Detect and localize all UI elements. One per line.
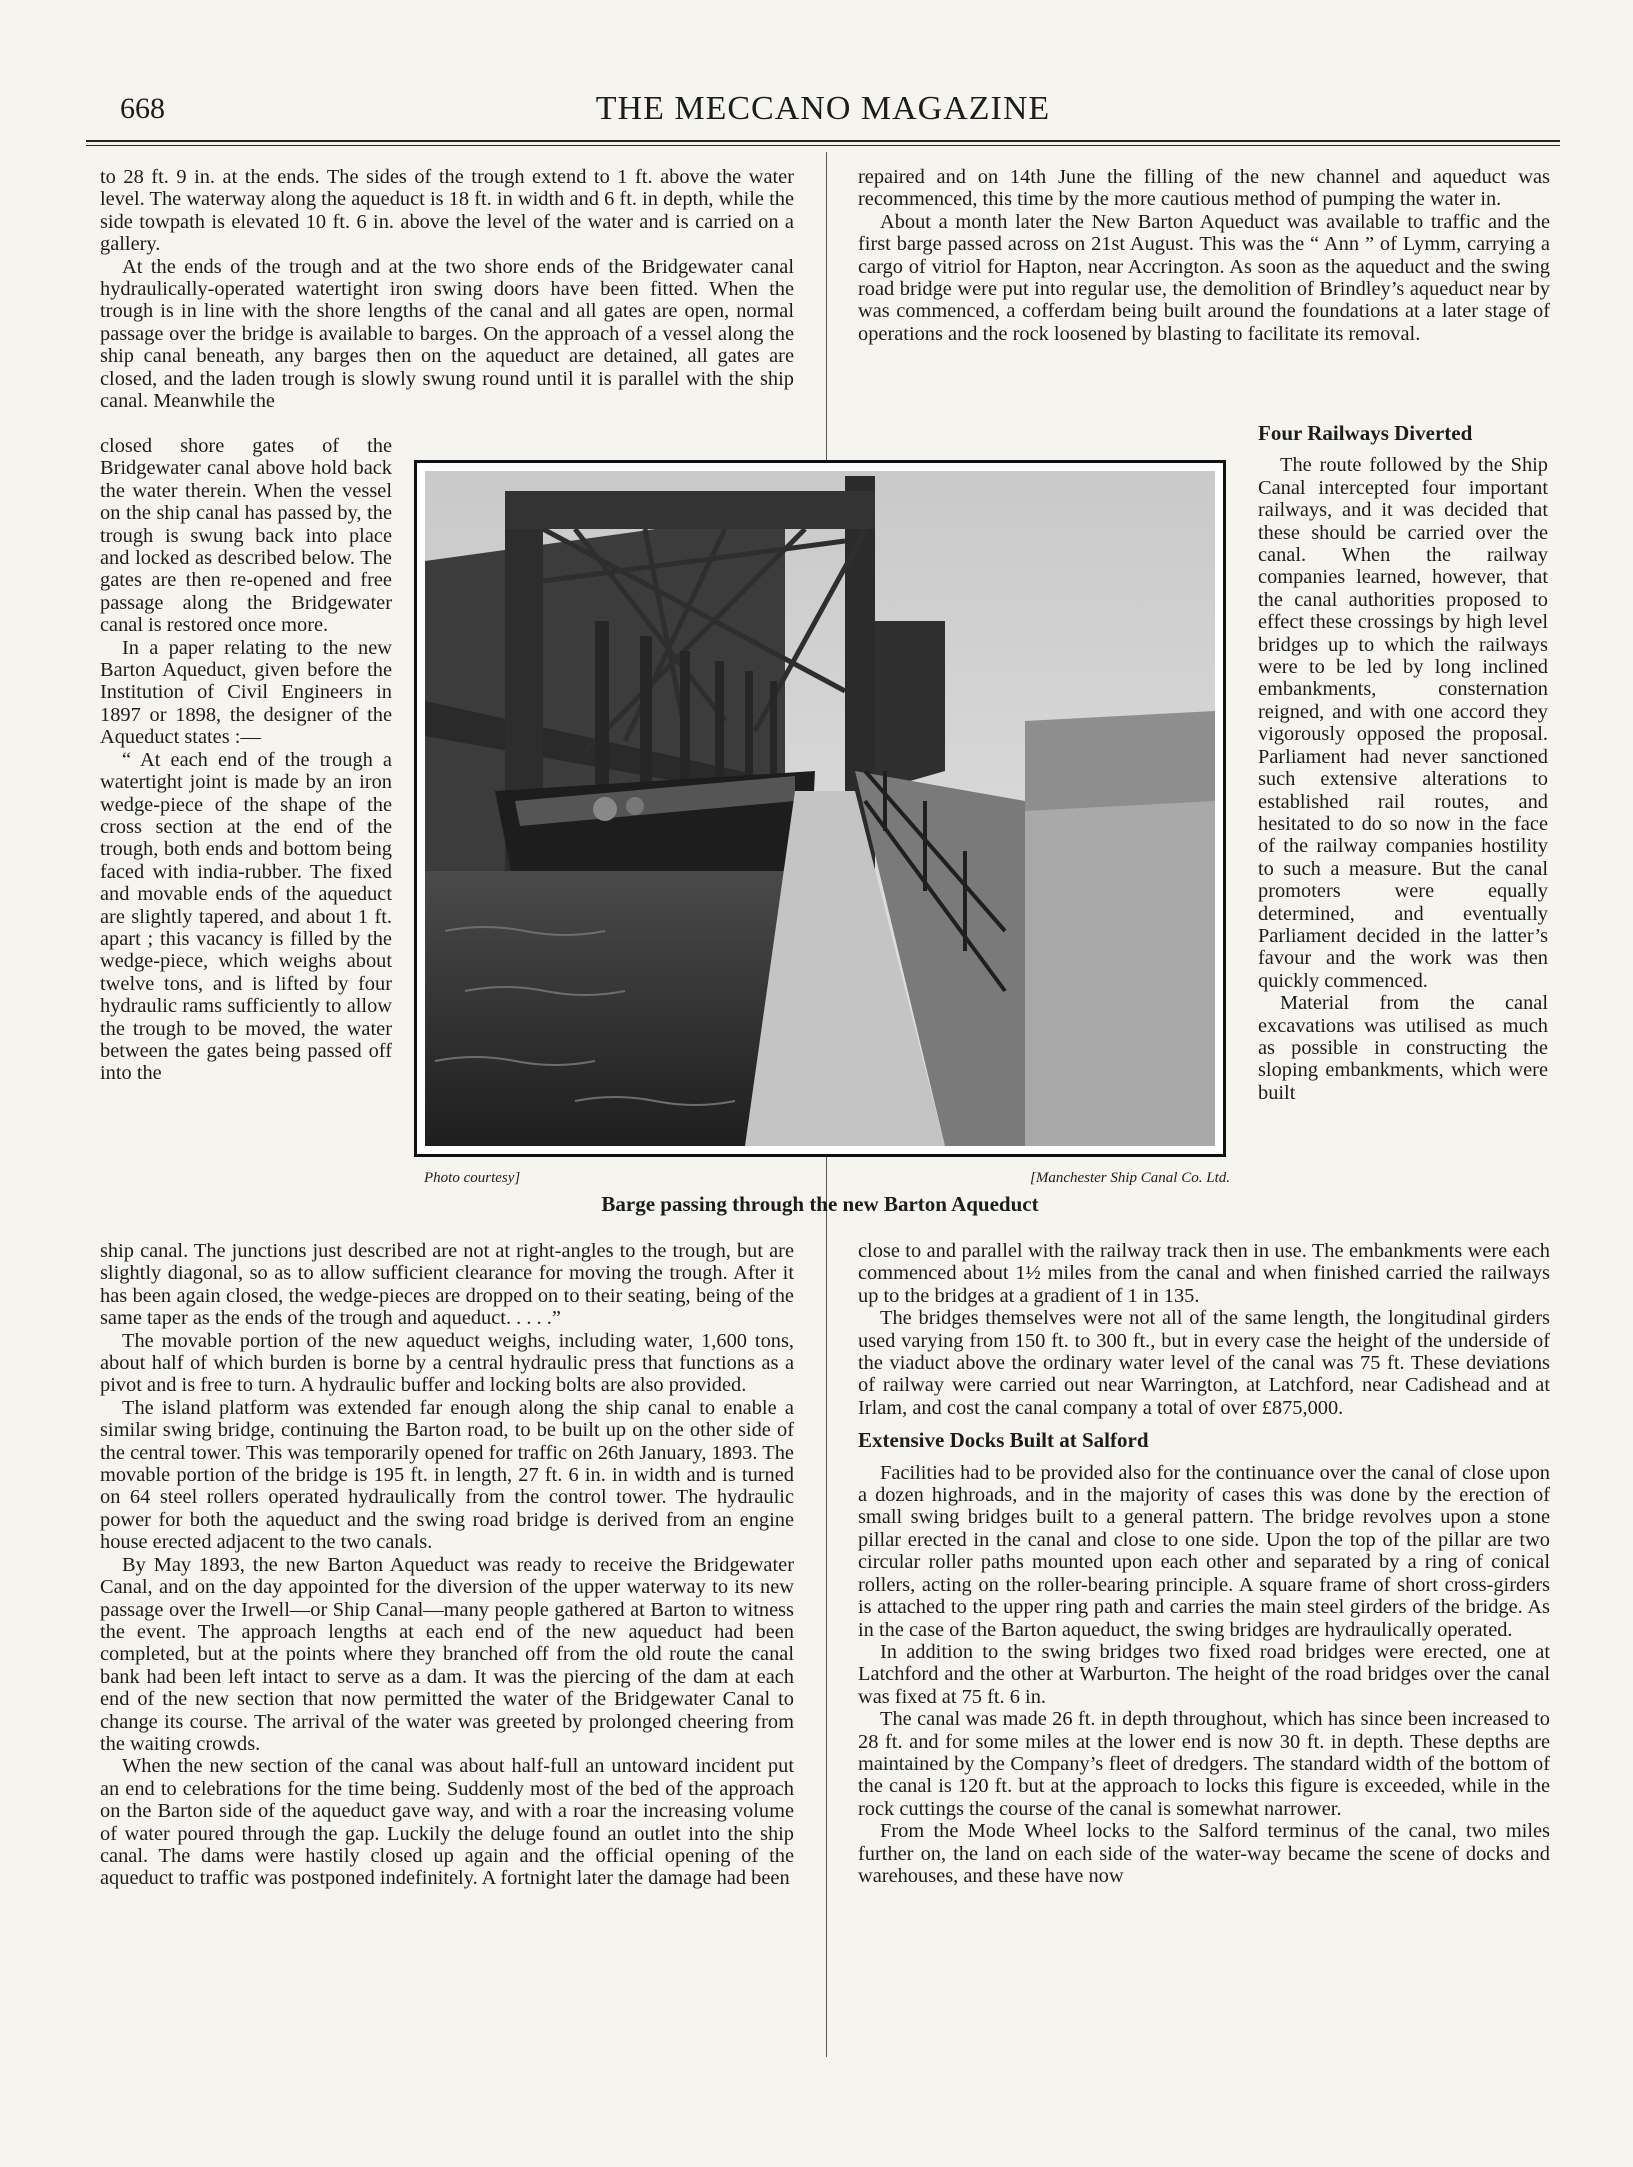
section-heading: Extensive Docks Built at Salford <box>858 1428 1149 1453</box>
paragraph: closed shore gates of the Bridgewater canal above hold back the water therein. When the vessel on the ship canal has passed by, the trough is swung back into place and locked as described below. The gates are then re-opened and free passage along the Bridgewater canal is restored once more. <box>100 435 392 637</box>
paragraph: Facilities had to be provided also for the continuance over the canal of close upon a dozen highroads, and in the majority of cases this was done by the erection of small swing bridges built to a general pattern. The bridge revolves upon a stone pillar erected in the canal and close to one side. Upon the top of the pillar are two circular roller paths mounted upon each other and separated by a ring of conical rollers, acting on the roller-bearing principle. A square frame of short cross-girders is attached to the upper ring path and carries the main steel girders of the bridge. As in the case of the Barton aqueduct, the swing bridges are hydraulically operated. <box>858 1461 1550 1641</box>
paragraph: The canal was made 26 ft. in depth throughout, which has since been increased to 28 ft. and for some miles at the lower end is now 30 ft. in depth. These depths are maintained by the Company’s fleet of dredgers. The standard width of the bottom of the canal is 120 ft. but at the approach to locks this figure is exceeded, while in the rock cuttings the course of the canal is somewhat narrower. <box>858 1708 1550 1820</box>
page-number: 668 <box>120 92 165 125</box>
right-column-narrow <box>1258 418 1548 1104</box>
paragraph: ship canal. The junctions just described are not at right-angles to the trough, but are slightly diagonal, so as to allow sufficient clearance for moving the trough. After it has been again closed, the wedge-pieces are dropped on to their seating, being of the same taper as the ends of the trough and aqueduct. . . . .” <box>100 1240 794 1330</box>
paragraph: repaired and on 14th June the filling of the new channel and aqueduct was recommenced, this time by the more cautious method of pumping the water in. <box>858 166 1550 211</box>
paragraph: When the new section of the canal was about half-full an untoward incident put an end to celebrations for the time being. Suddenly most of the bed of the approach on the Barton side of the aqueduct gave way, and with a roar the increasing volume of water poured through the gap. Luckily the deluge found an outlet into the ship canal. The dams were hastily closed up again and the official opening of the aqueduct to traffic was postponed indefinitely. A fortnight later the damage had been <box>100 1755 794 1890</box>
paragraph: In addition to the swing bridges two fixed road bridges were erected, one at Latchford and the other at Warburton. The height of the road bridges over the canal was fixed at 75 ft. 6 in. <box>858 1640 1550 1708</box>
paragraph: The island platform was extended far enough along the ship canal to enable a similar swing bridge, continuing the Barton road, to be built up on the other side of the central tower. This was temporarily opened for traffic on 26th January, 1893. The movable portion of the bridge is 195 ft. in length, 27 ft. 6 in. in width and is turned on 64 steel rollers operated hydraulically from the control tower. The hydraulic power for both the aqueduct and the swing road bridge is derived from an engine house erected adjacent to the two canals. <box>100 1396 794 1554</box>
photo-image <box>425 471 1215 1146</box>
left-column-bottom <box>100 1240 794 1890</box>
photo-credit-left: Photo courtesy] <box>424 1170 521 1186</box>
photo-credit-right: [Manchester Ship Canal Co. Ltd. <box>1029 1170 1230 1186</box>
paragraph: By May 1893, the new Barton Aqueduct was ready to receive the Bridgewater Canal, and on the day appointed for the diversion of the upper waterway to its new passage over the Irwell—or Ship Canal—many people gathered at Barton to witness the event. The approach lengths at each end of the new aqueduct had been completed, but at the points where they branched off from the old route the canal bank had been left intact to serve as a dam. It was the piercing of the dam at each end of the new section that now permitted the water of the Bridgewater Canal to change its course. The arrival of the water was greeted by prolonged cheering from the waiting crowds. <box>100 1553 794 1755</box>
paragraph: At the ends of the trough and at the two shore ends of the Bridgewater canal hydraulically-operated watertight iron swing doors have been fitted. When the trough is in line with the shore lengths of the canal and all gates are open, normal passage over the bridge is available to barges. On the approach of a vessel along the ship canal beneath, any barges then on the aqueduct are detained, all gates are closed, and the laden trough is slowly swung round until it is parallel with the ship canal. Meanwhile the <box>100 255 794 413</box>
photo-caption: Barge passing through the new Barton Aqueduct <box>601 1192 1039 1216</box>
right-column-bottom <box>858 1240 1550 1887</box>
paragraph: “ At each end of the trough a watertight joint is made by an iron wedge-piece of the shape of the cross section at the end of the trough, both ends and bottom being faced with india-rubber. The fixed and movable ends of the aqueduct are slightly tapered, and about 1 ft. apart ; this vacancy is filled by the wedge-piece, which weighs about twelve tons, and is lifted by four hydraulic rams sufficiently to allow the trough to be moved, the water between the gates being passed off into the <box>100 748 392 1085</box>
paragraph: About a month later the New Barton Aqueduct was available to traffic and the first barge passed across on 21st August. This was the “ Ann ” of Lymm, carrying a cargo of vitriol for Hapton, near Accrington. As soon as the aqueduct and the swing road bridge were put into regular use, the demolition of Brindley’s aqueduct near by was commenced, a cofferdam being built around the foundations at a later stage of operations and the rock loosened by blasting to facilitate its removal. <box>858 210 1550 345</box>
left-column-top <box>100 166 794 412</box>
paragraph: to 28 ft. 9 in. at the ends. The sides of the trough extend to 1 ft. above the water level. The waterway along the aqueduct is 18 ft. in width and 6 ft. in depth, while the side towpath is elevated 10 ft. 6 in. above the level of the water and is carried on a gallery. <box>100 166 794 256</box>
header-rule-thin <box>86 145 1560 146</box>
photo-barge-aqueduct <box>414 460 1226 1157</box>
paragraph: From the Mode Wheel locks to the Salford terminus of the canal, two miles further on, the land on each side of the water-way became the scene of docks and warehouses, and these have now <box>858 1820 1550 1887</box>
paragraph: Material from the canal excavations was utilised as much as possible in constructing the sloping embankments, which were built <box>1258 992 1548 1104</box>
paragraph: The route followed by the Ship Canal intercepted four important railways, and it was decided that these should be carried over the canal. When the railway companies learned, however, that the canal authorities proposed to effect these crossings by high level bridges up to which the railways were to be led by long inclined embankments, consternation reigned, and with one accord they vigorously opposed the proposal. Parliament had never sanctioned such extensive alterations to established rail routes, and hesitated to do so now in the face of the railway companies hostility to such a measure. But the canal promoters were equally determined, and eventually Parliament decided in the latter’s favour and the work was then quickly commenced. <box>1258 454 1548 992</box>
page-header <box>86 86 1560 136</box>
paragraph: close to and parallel with the railway track then in use. The embankments were each commenced about 1½ miles from the canal and when finished carried the railways up to the bridges at a gradient of 1 in 135. <box>858 1240 1550 1307</box>
header-rule <box>86 140 1560 142</box>
left-column-narrow <box>100 435 392 1085</box>
paragraph: The movable portion of the new aqueduct weighs, including water, 1,600 tons, about half of which burden is borne by a central hydraulic press that functions as a pivot and is free to turn. A hydraulic buffer and locking bolts are also provided. <box>100 1329 794 1397</box>
paragraph: In a paper relating to the new Barton Aqueduct, given before the Institution of Civil Engineers in 1897 or 1898, the designer of the Aqueduct states :— <box>100 636 392 749</box>
magazine-title: THE MECCANO MAGAZINE <box>595 90 1051 127</box>
section-heading: Four Railways Diverted <box>1258 421 1473 445</box>
right-column-top <box>858 166 1550 345</box>
paragraph: The bridges themselves were not all of the same length, the longitudinal girders used varying from 150 ft. to 300 ft., but in every case the height of the underside of the viaduct above the ordinary water level of the canal was 75 ft. These deviations of railway were carried out near Warrington, at Latchford, near Cadishead and at Irlam, and cost the canal company a total of over £875,000. <box>858 1307 1550 1419</box>
